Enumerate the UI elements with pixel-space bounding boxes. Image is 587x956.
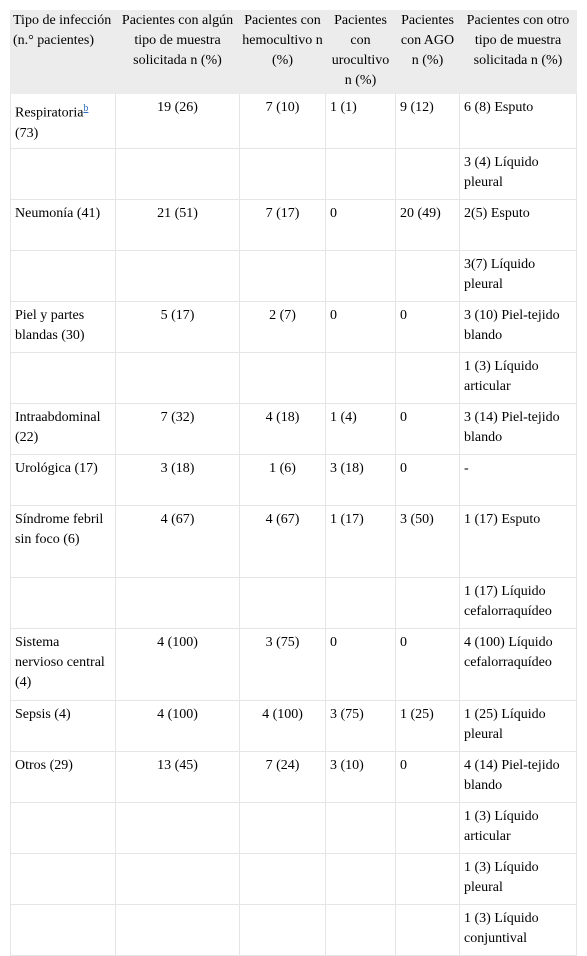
footnote-link[interactable]: b — [83, 103, 89, 114]
other-sample-cell: 3 (14) Piel-tejido blando — [460, 403, 577, 454]
any-sample-cell: 13 (45) — [116, 751, 240, 802]
infection-type-cell: Urológica (17) — [11, 454, 116, 505]
table-row — [11, 352, 577, 403]
table-row — [11, 403, 577, 454]
uroculture-cell: 0 — [326, 628, 396, 700]
table-row — [11, 505, 577, 577]
infection-type-cell: Sistema nervioso central (4) — [11, 628, 116, 700]
any-sample-cell: 4 (100) — [116, 628, 240, 700]
table-row — [11, 853, 577, 904]
other-sample-cell: 6 (8) Esputo — [460, 94, 577, 149]
table-header-row — [11, 11, 577, 94]
hemoculture-cell: 4 (18) — [240, 403, 326, 454]
ago-cell: 0 — [396, 403, 460, 454]
infection-type-cell: Otros (29) — [11, 751, 116, 802]
other-sample-cell: 1 (3) Líquido pleural — [460, 853, 577, 904]
uroculture-cell: 3 (10) — [326, 751, 396, 802]
other-sample-cell: 1 (17) Líquido cefalorraquídeo — [460, 577, 577, 628]
other-sample-cell: 1 (25) Líquido pleural — [460, 700, 577, 751]
table-row — [11, 250, 577, 301]
infection-type-cell: Intraabdominal (22) — [11, 403, 116, 454]
table-row — [11, 700, 577, 751]
footnote-marker[interactable] — [83, 101, 88, 114]
hemoculture-cell: 7 (24) — [240, 751, 326, 802]
any-sample-cell: 4 (67) — [116, 505, 240, 577]
uroculture-cell: 1 (1) — [326, 94, 396, 149]
hemoculture-cell: 1 (6) — [240, 454, 326, 505]
header-infection-type: Tipo de infección (n.° pacientes) — [11, 11, 116, 94]
other-sample-cell: 4 (100) Líquido cefalorraquídeo — [460, 628, 577, 700]
table-row — [11, 454, 577, 505]
other-sample-cell: 3 (10) Piel-tejido blando — [460, 301, 577, 352]
table-row — [11, 802, 577, 853]
uroculture-cell: 0 — [326, 199, 396, 250]
any-sample-cell: 19 (26) — [116, 94, 240, 149]
other-sample-cell: 3 (4) Líquido pleural — [460, 148, 577, 199]
uroculture-cell: 1 (4) — [326, 403, 396, 454]
infection-type-cell: Neumonía (41) — [11, 199, 116, 250]
hemoculture-cell: 3 (75) — [240, 628, 326, 700]
table-row — [11, 199, 577, 250]
infection-sample-table — [10, 10, 577, 956]
ago-cell: 9 (12) — [396, 94, 460, 149]
uroculture-cell: 3 (18) — [326, 454, 396, 505]
hemoculture-cell: 7 (10) — [240, 94, 326, 149]
ago-cell: 3 (50) — [396, 505, 460, 577]
other-sample-cell: 1 (17) Esputo — [460, 505, 577, 577]
header-other-sample: Pacientes con otro tipo de muestra solicitada n (%) — [460, 11, 577, 94]
header-uroculture: Pacientes con urocultivo n (%) — [326, 11, 396, 94]
ago-cell: 0 — [396, 628, 460, 700]
header-hemoculture: Pacientes con hemocultivo n (%) — [240, 11, 326, 94]
table-row — [11, 751, 577, 802]
any-sample-cell: 21 (51) — [116, 199, 240, 250]
any-sample-cell: 3 (18) — [116, 454, 240, 505]
any-sample-cell: 7 (32) — [116, 403, 240, 454]
ago-cell: 0 — [396, 301, 460, 352]
infection-type-label: Respiratoria — [15, 105, 84, 121]
infection-type-cell: Síndrome febril sin foco (6) — [11, 505, 116, 577]
table-row — [11, 148, 577, 199]
hemoculture-cell: 4 (67) — [240, 505, 326, 577]
other-sample-cell: 3(7) Líquido pleural — [460, 250, 577, 301]
table-row — [11, 301, 577, 352]
hemoculture-cell: 2 (7) — [240, 301, 326, 352]
other-sample-cell: - — [460, 454, 577, 505]
other-sample-cell: 2(5) Esputo — [460, 199, 577, 250]
table-row — [11, 628, 577, 700]
uroculture-cell: 0 — [326, 301, 396, 352]
infection-type-cell: Piel y partes blandas (30) — [11, 301, 116, 352]
hemoculture-cell: 4 (100) — [240, 700, 326, 751]
any-sample-cell: 4 (100) — [116, 700, 240, 751]
ago-cell: 0 — [396, 454, 460, 505]
hemoculture-cell: 7 (17) — [240, 199, 326, 250]
ago-cell: 1 (25) — [396, 700, 460, 751]
table-row — [11, 94, 577, 149]
other-sample-cell: 4 (14) Piel-tejido blando — [460, 751, 577, 802]
other-sample-cell: 1 (3) Líquido conjuntival — [460, 904, 577, 955]
infection-type-cell — [11, 94, 116, 149]
other-sample-cell: 1 (3) Líquido articular — [460, 352, 577, 403]
table-row — [11, 904, 577, 955]
infection-type-cell: Sepsis (4) — [11, 700, 116, 751]
header-any-sample: Pacientes con algún tipo de muestra solicitada n (%) — [116, 11, 240, 94]
header-ago: Pacientes con AGO n (%) — [396, 11, 460, 94]
table-row — [11, 577, 577, 628]
other-sample-cell: 1 (3) Líquido articular — [460, 802, 577, 853]
any-sample-cell: 5 (17) — [116, 301, 240, 352]
uroculture-cell: 1 (17) — [326, 505, 396, 577]
ago-cell: 20 (49) — [396, 199, 460, 250]
ago-cell: 0 — [396, 751, 460, 802]
infection-count: (73) — [15, 125, 39, 141]
uroculture-cell: 3 (75) — [326, 700, 396, 751]
